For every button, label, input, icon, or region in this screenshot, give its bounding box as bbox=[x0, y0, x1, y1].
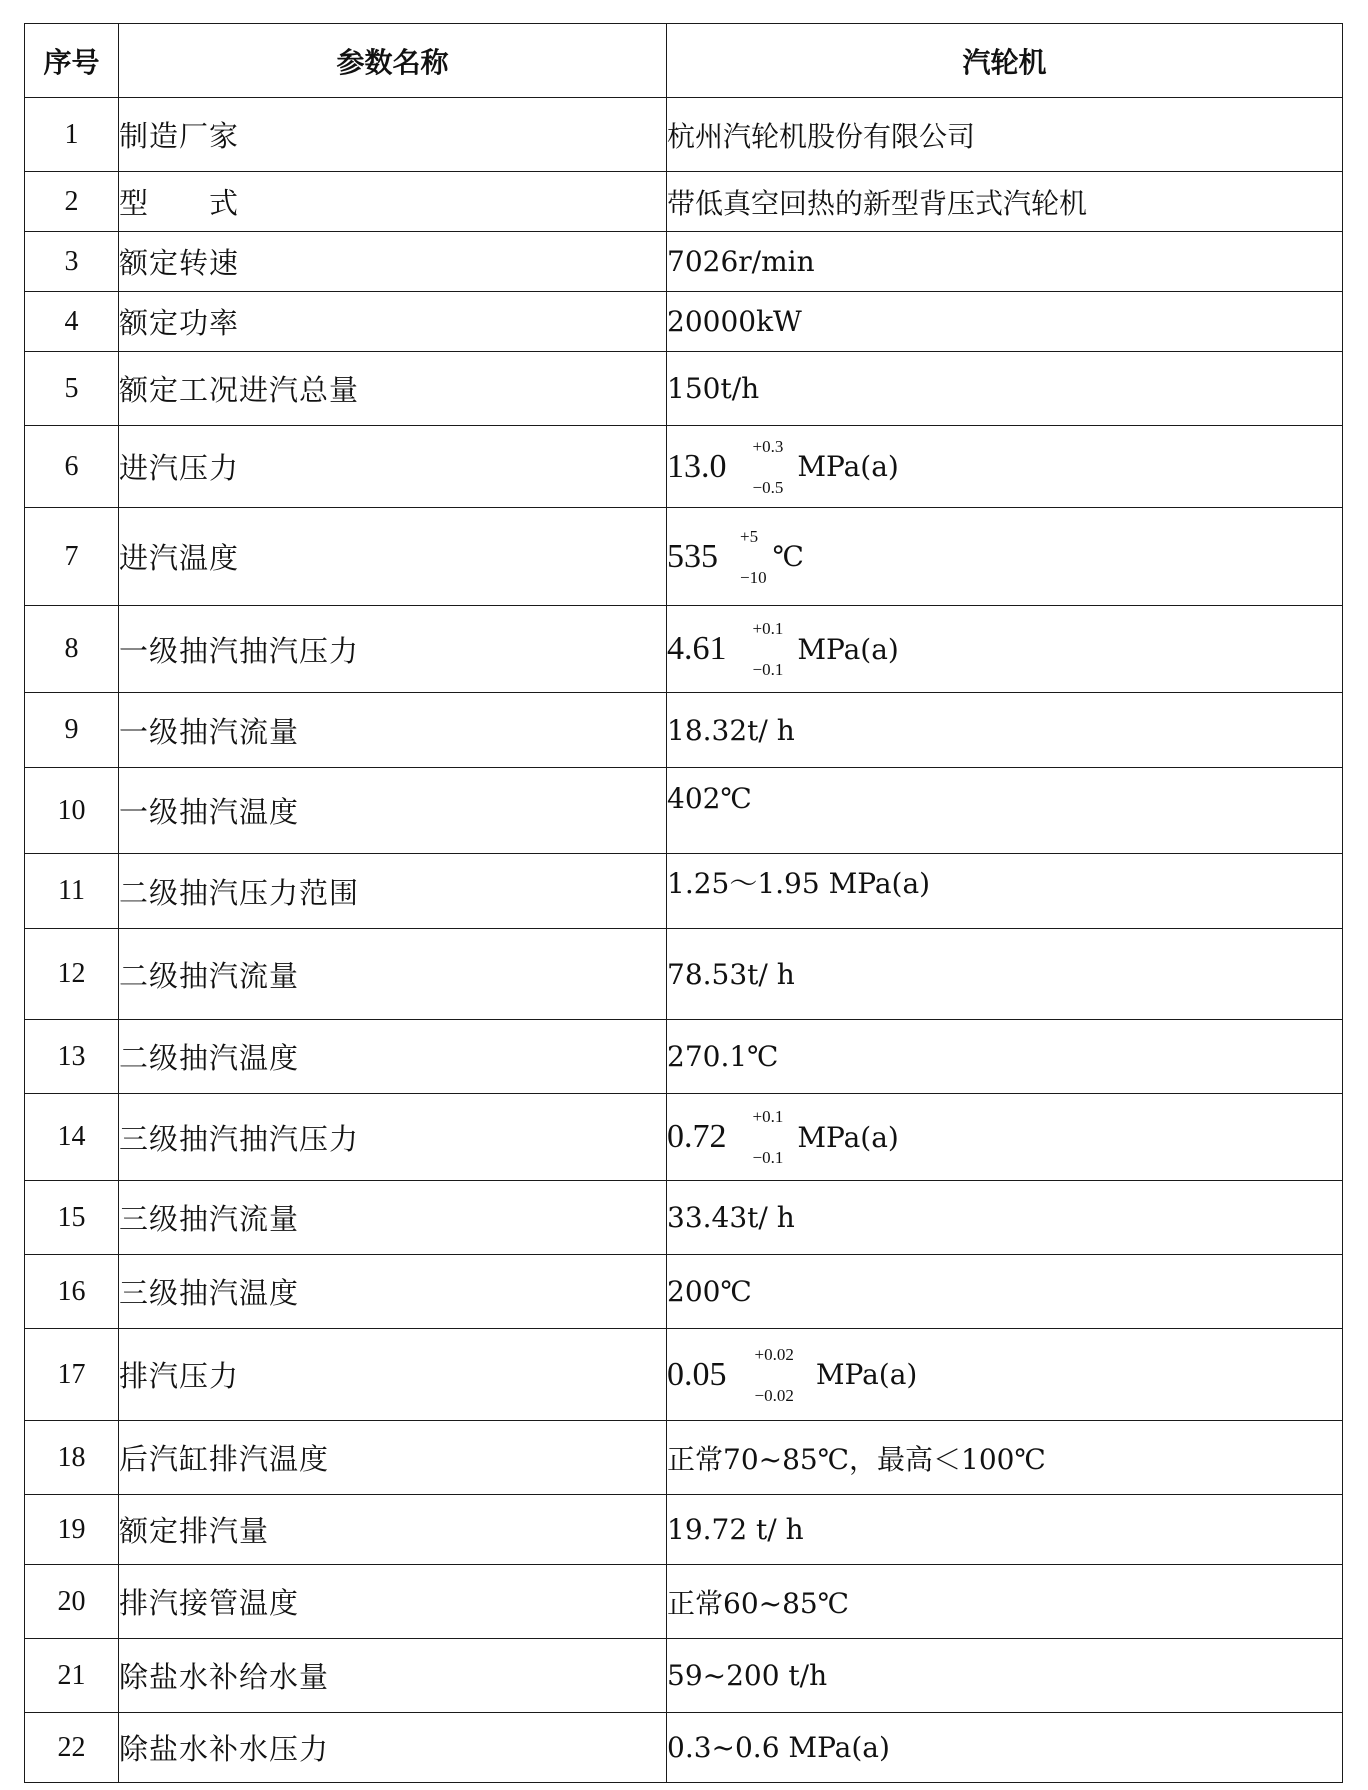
tolerance-value bbox=[667, 438, 899, 496]
parameter-name: 额定转速 bbox=[119, 232, 667, 292]
row-number: 1 bbox=[25, 98, 119, 172]
parameter-name: 后汽缸排汽温度 bbox=[119, 1421, 667, 1495]
table-row bbox=[25, 172, 1343, 232]
parameter-name: 型 式 bbox=[119, 172, 667, 232]
parameter-value bbox=[667, 426, 1343, 508]
unit: MPa(a) bbox=[797, 632, 899, 666]
header-turbine: 汽轮机 bbox=[667, 24, 1343, 98]
table-row bbox=[25, 292, 1343, 352]
parameter-name: 除盐水补给水量 bbox=[119, 1639, 667, 1713]
table-row bbox=[25, 1639, 1343, 1713]
tolerance-stack bbox=[740, 528, 767, 586]
row-number: 18 bbox=[25, 1421, 119, 1495]
tolerance-value bbox=[667, 528, 804, 586]
parameter-name: 三级抽汽流量 bbox=[119, 1181, 667, 1255]
row-number: 21 bbox=[25, 1639, 119, 1713]
row-number: 8 bbox=[25, 606, 119, 693]
row-number: 22 bbox=[25, 1713, 119, 1783]
nominal-value: 13.0 bbox=[667, 447, 727, 485]
row-number: 16 bbox=[25, 1255, 119, 1329]
parameter-value bbox=[667, 1094, 1343, 1181]
table-row bbox=[25, 768, 1343, 854]
parameter-name: 二级抽汽温度 bbox=[119, 1020, 667, 1094]
parameter-value: 59~200 t/h bbox=[667, 1639, 1343, 1713]
lower-tolerance: −10 bbox=[740, 567, 767, 587]
lower-tolerance: −0.1 bbox=[752, 1148, 784, 1167]
upper-tolerance: +5 bbox=[740, 526, 759, 546]
tolerance-stack bbox=[753, 620, 784, 678]
parameter-name: 额定工况进汽总量 bbox=[119, 352, 667, 426]
table-row bbox=[25, 1495, 1343, 1565]
row-number: 4 bbox=[25, 292, 119, 352]
nominal-value: 0.05 bbox=[667, 1355, 727, 1393]
table-row bbox=[25, 1020, 1343, 1094]
row-number: 15 bbox=[25, 1181, 119, 1255]
row-number: 20 bbox=[25, 1565, 119, 1639]
unit: MPa(a) bbox=[797, 1120, 899, 1154]
row-number: 11 bbox=[25, 854, 119, 929]
parameter-name: 进汽压力 bbox=[119, 426, 667, 508]
table-row bbox=[25, 508, 1343, 606]
table-row bbox=[25, 98, 1343, 172]
parameter-name: 排汽压力 bbox=[119, 1329, 667, 1421]
table-row bbox=[25, 232, 1343, 292]
table-row bbox=[25, 606, 1343, 693]
parameter-table bbox=[24, 23, 1343, 1783]
table-row bbox=[25, 1713, 1343, 1783]
parameter-name: 额定功率 bbox=[119, 292, 667, 352]
row-number: 12 bbox=[25, 929, 119, 1020]
parameter-name: 一级抽汽温度 bbox=[119, 768, 667, 854]
nominal-value: 4.61 bbox=[667, 630, 727, 667]
lower-tolerance: −0.02 bbox=[754, 1385, 794, 1405]
parameter-name: 二级抽汽压力范围 bbox=[119, 854, 667, 929]
row-number: 13 bbox=[25, 1020, 119, 1094]
parameter-value: 1.25～1.95 MPa(a) bbox=[667, 854, 1343, 929]
parameter-value: 0.3~0.6 MPa(a) bbox=[667, 1713, 1343, 1783]
tolerance-value bbox=[667, 1346, 917, 1404]
unit: ℃ bbox=[772, 540, 804, 573]
row-number: 3 bbox=[25, 232, 119, 292]
table-row bbox=[25, 1181, 1343, 1255]
parameter-name: 一级抽汽流量 bbox=[119, 693, 667, 768]
parameter-value: 402℃ bbox=[667, 768, 1343, 854]
table-row bbox=[25, 1329, 1343, 1421]
parameter-name: 二级抽汽流量 bbox=[119, 929, 667, 1020]
parameter-value: 7026r/min bbox=[667, 232, 1343, 292]
unit: MPa(a) bbox=[815, 1358, 918, 1391]
parameter-value: 带低真空回热的新型背压式汽轮机 bbox=[667, 172, 1343, 232]
table-row bbox=[25, 693, 1343, 768]
upper-tolerance: +0.3 bbox=[752, 436, 784, 456]
parameter-value bbox=[667, 1329, 1343, 1421]
header-parameter-name: 参数名称 bbox=[119, 24, 667, 98]
parameter-value: 正常70~85℃，最高＜100℃ bbox=[667, 1421, 1343, 1495]
row-number: 5 bbox=[25, 352, 119, 426]
parameter-value bbox=[667, 508, 1343, 606]
header-serial-number: 序号 bbox=[25, 24, 119, 98]
tolerance-value bbox=[667, 620, 899, 678]
row-number: 7 bbox=[25, 508, 119, 606]
parameter-value: 20000kW bbox=[667, 292, 1343, 352]
row-number: 10 bbox=[25, 768, 119, 854]
lower-tolerance: −0.1 bbox=[752, 660, 784, 679]
table-row bbox=[25, 854, 1343, 929]
parameter-value: 19.72 t/ h bbox=[667, 1495, 1343, 1565]
parameter-name: 额定排汽量 bbox=[119, 1495, 667, 1565]
upper-tolerance: +0.1 bbox=[752, 1107, 784, 1126]
parameter-name: 制造厂家 bbox=[119, 98, 667, 172]
parameter-name: 进汽温度 bbox=[119, 508, 667, 606]
table-row bbox=[25, 1421, 1343, 1495]
tolerance-stack bbox=[753, 1108, 784, 1166]
row-number: 19 bbox=[25, 1495, 119, 1565]
unit: MPa(a) bbox=[797, 450, 899, 483]
table-row bbox=[25, 426, 1343, 508]
upper-tolerance: +0.1 bbox=[752, 619, 784, 638]
upper-tolerance: +0.02 bbox=[754, 1344, 794, 1364]
parameter-value: 78.53t/ h bbox=[667, 929, 1343, 1020]
tolerance-stack bbox=[753, 438, 784, 496]
parameter-value: 正常60~85℃ bbox=[667, 1565, 1343, 1639]
parameter-value: 33.43t/ h bbox=[667, 1181, 1343, 1255]
header-row bbox=[25, 24, 1343, 98]
parameter-value: 150t/h bbox=[667, 352, 1343, 426]
tolerance-value bbox=[667, 1108, 899, 1166]
nominal-value: 0.72 bbox=[667, 1118, 727, 1155]
lower-tolerance: −0.5 bbox=[752, 477, 784, 497]
table-row bbox=[25, 929, 1343, 1020]
nominal-value: 535 bbox=[667, 537, 718, 575]
parameter-value: 270.1℃ bbox=[667, 1020, 1343, 1094]
parameter-name: 三级抽汽抽汽压力 bbox=[119, 1094, 667, 1181]
parameter-name: 除盐水补水压力 bbox=[119, 1713, 667, 1783]
tolerance-stack bbox=[755, 1346, 794, 1404]
table-row bbox=[25, 352, 1343, 426]
parameter-name: 三级抽汽温度 bbox=[119, 1255, 667, 1329]
table-row bbox=[25, 1565, 1343, 1639]
row-number: 6 bbox=[25, 426, 119, 508]
parameter-value: 200℃ bbox=[667, 1255, 1343, 1329]
parameter-name: 排汽接管温度 bbox=[119, 1565, 667, 1639]
parameter-value bbox=[667, 606, 1343, 693]
row-number: 9 bbox=[25, 693, 119, 768]
parameter-name: 一级抽汽抽汽压力 bbox=[119, 606, 667, 693]
table-row bbox=[25, 1094, 1343, 1181]
parameter-value: 18.32t/ h bbox=[667, 693, 1343, 768]
row-number: 2 bbox=[25, 172, 119, 232]
row-number: 17 bbox=[25, 1329, 119, 1421]
row-number: 14 bbox=[25, 1094, 119, 1181]
parameter-value: 杭州汽轮机股份有限公司 bbox=[667, 98, 1343, 172]
table-row bbox=[25, 1255, 1343, 1329]
